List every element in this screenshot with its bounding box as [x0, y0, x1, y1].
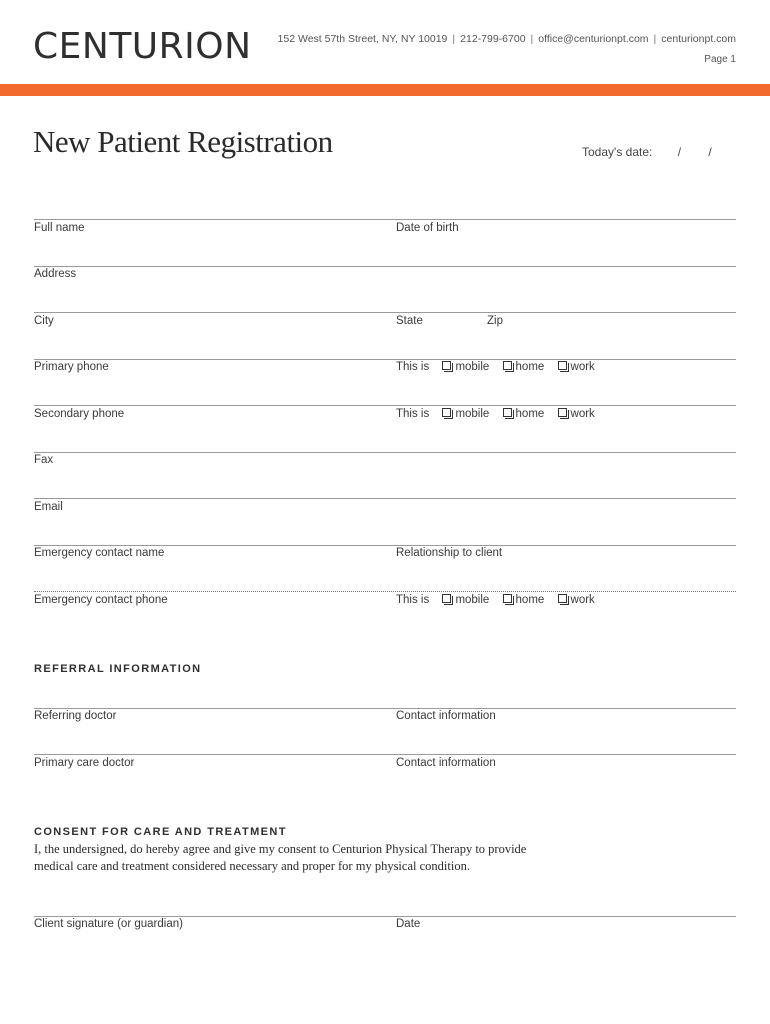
- accent-bar: [0, 84, 770, 96]
- secondary-phone-label: Secondary phone: [34, 408, 125, 420]
- consent-text: I, the undersigned, do hereby agree and give my consent to Centurion Physical Therapy to provide medical care and treatment considered necessary and proper for my physical condition.: [34, 842, 527, 873]
- work-option: work: [570, 408, 595, 420]
- mobile-option: mobile: [455, 361, 490, 373]
- home-checkbox[interactable]: [503, 408, 512, 417]
- home-checkbox[interactable]: [503, 594, 512, 603]
- home-option: home: [515, 594, 545, 606]
- work-option: work: [570, 361, 595, 373]
- field-rule: [34, 219, 736, 220]
- company-logo: CENTURION: [33, 26, 252, 67]
- home-option: home: [515, 361, 545, 373]
- field-rule: [34, 916, 736, 917]
- home-option: home: [515, 408, 545, 420]
- signature-date-label: Date: [396, 918, 421, 930]
- consent-heading: CONSENT FOR CARE AND TREATMENT: [34, 826, 287, 838]
- contact-info: [278, 33, 736, 45]
- primary-phone-label: Primary phone: [34, 361, 109, 373]
- contact-email[interactable]: office@centurionpt.com: [538, 33, 649, 45]
- page-title: New Patient Registration: [33, 124, 333, 159]
- mobile-option: mobile: [455, 594, 490, 606]
- secondary-phone-type: [396, 408, 595, 420]
- phone-type-prefix: This is: [396, 594, 430, 606]
- date-separator: /: [677, 145, 682, 159]
- full-name-label: Full name: [34, 222, 85, 234]
- work-option: work: [570, 594, 595, 606]
- field-rule: [34, 545, 736, 546]
- dob-label: Date of birth: [396, 222, 459, 234]
- state-label: State: [396, 315, 423, 327]
- work-checkbox[interactable]: [558, 408, 567, 417]
- page-number: Page 1: [704, 54, 736, 65]
- field-rule: [34, 405, 736, 406]
- email-label: Email: [34, 501, 63, 513]
- emergency-phone-label: Emergency contact phone: [34, 594, 168, 606]
- field-rule: [34, 452, 736, 453]
- fax-label: Fax: [34, 454, 54, 466]
- field-rule: [34, 591, 736, 592]
- date-separator: /: [708, 145, 712, 159]
- primary-doctor-label: Primary care doctor: [34, 757, 135, 769]
- mobile-checkbox[interactable]: [442, 408, 451, 417]
- primary-phone-type: [396, 361, 595, 373]
- zip-label: Zip: [487, 315, 503, 327]
- city-label: City: [34, 315, 54, 327]
- home-checkbox[interactable]: [503, 361, 512, 370]
- primary-contact-label: Contact information: [396, 757, 496, 769]
- separator: |: [653, 33, 657, 45]
- contact-phone: 212-799-6700: [460, 33, 526, 45]
- referring-doctor-label: Referring doctor: [34, 710, 117, 722]
- contact-website[interactable]: centurionpt.com: [661, 33, 736, 45]
- address-label: Address: [34, 268, 77, 280]
- todays-date-field[interactable]: [582, 145, 712, 159]
- separator: |: [452, 33, 456, 45]
- mobile-checkbox[interactable]: [442, 361, 451, 370]
- work-checkbox[interactable]: [558, 361, 567, 370]
- emergency-phone-type: [396, 594, 595, 606]
- work-checkbox[interactable]: [558, 594, 567, 603]
- field-rule: [34, 266, 736, 267]
- relationship-label: Relationship to client: [396, 547, 503, 559]
- field-rule: [34, 312, 736, 313]
- todays-date-label: Today's date:: [582, 145, 653, 159]
- field-rule: [34, 708, 736, 709]
- emergency-name-label: Emergency contact name: [34, 547, 165, 559]
- field-rule: [34, 359, 736, 360]
- separator: |: [530, 33, 534, 45]
- phone-type-prefix: This is: [396, 361, 430, 373]
- contact-address: 152 West 57th Street, NY, NY 10019: [277, 33, 448, 45]
- field-rule: [34, 498, 736, 499]
- signature-label: Client signature (or guardian): [34, 918, 183, 930]
- referring-contact-label: Contact information: [396, 710, 496, 722]
- mobile-option: mobile: [455, 408, 490, 420]
- referral-heading: REFERRAL INFORMATION: [34, 663, 202, 675]
- phone-type-prefix: This is: [396, 408, 430, 420]
- mobile-checkbox[interactable]: [442, 594, 451, 603]
- field-rule: [34, 754, 736, 755]
